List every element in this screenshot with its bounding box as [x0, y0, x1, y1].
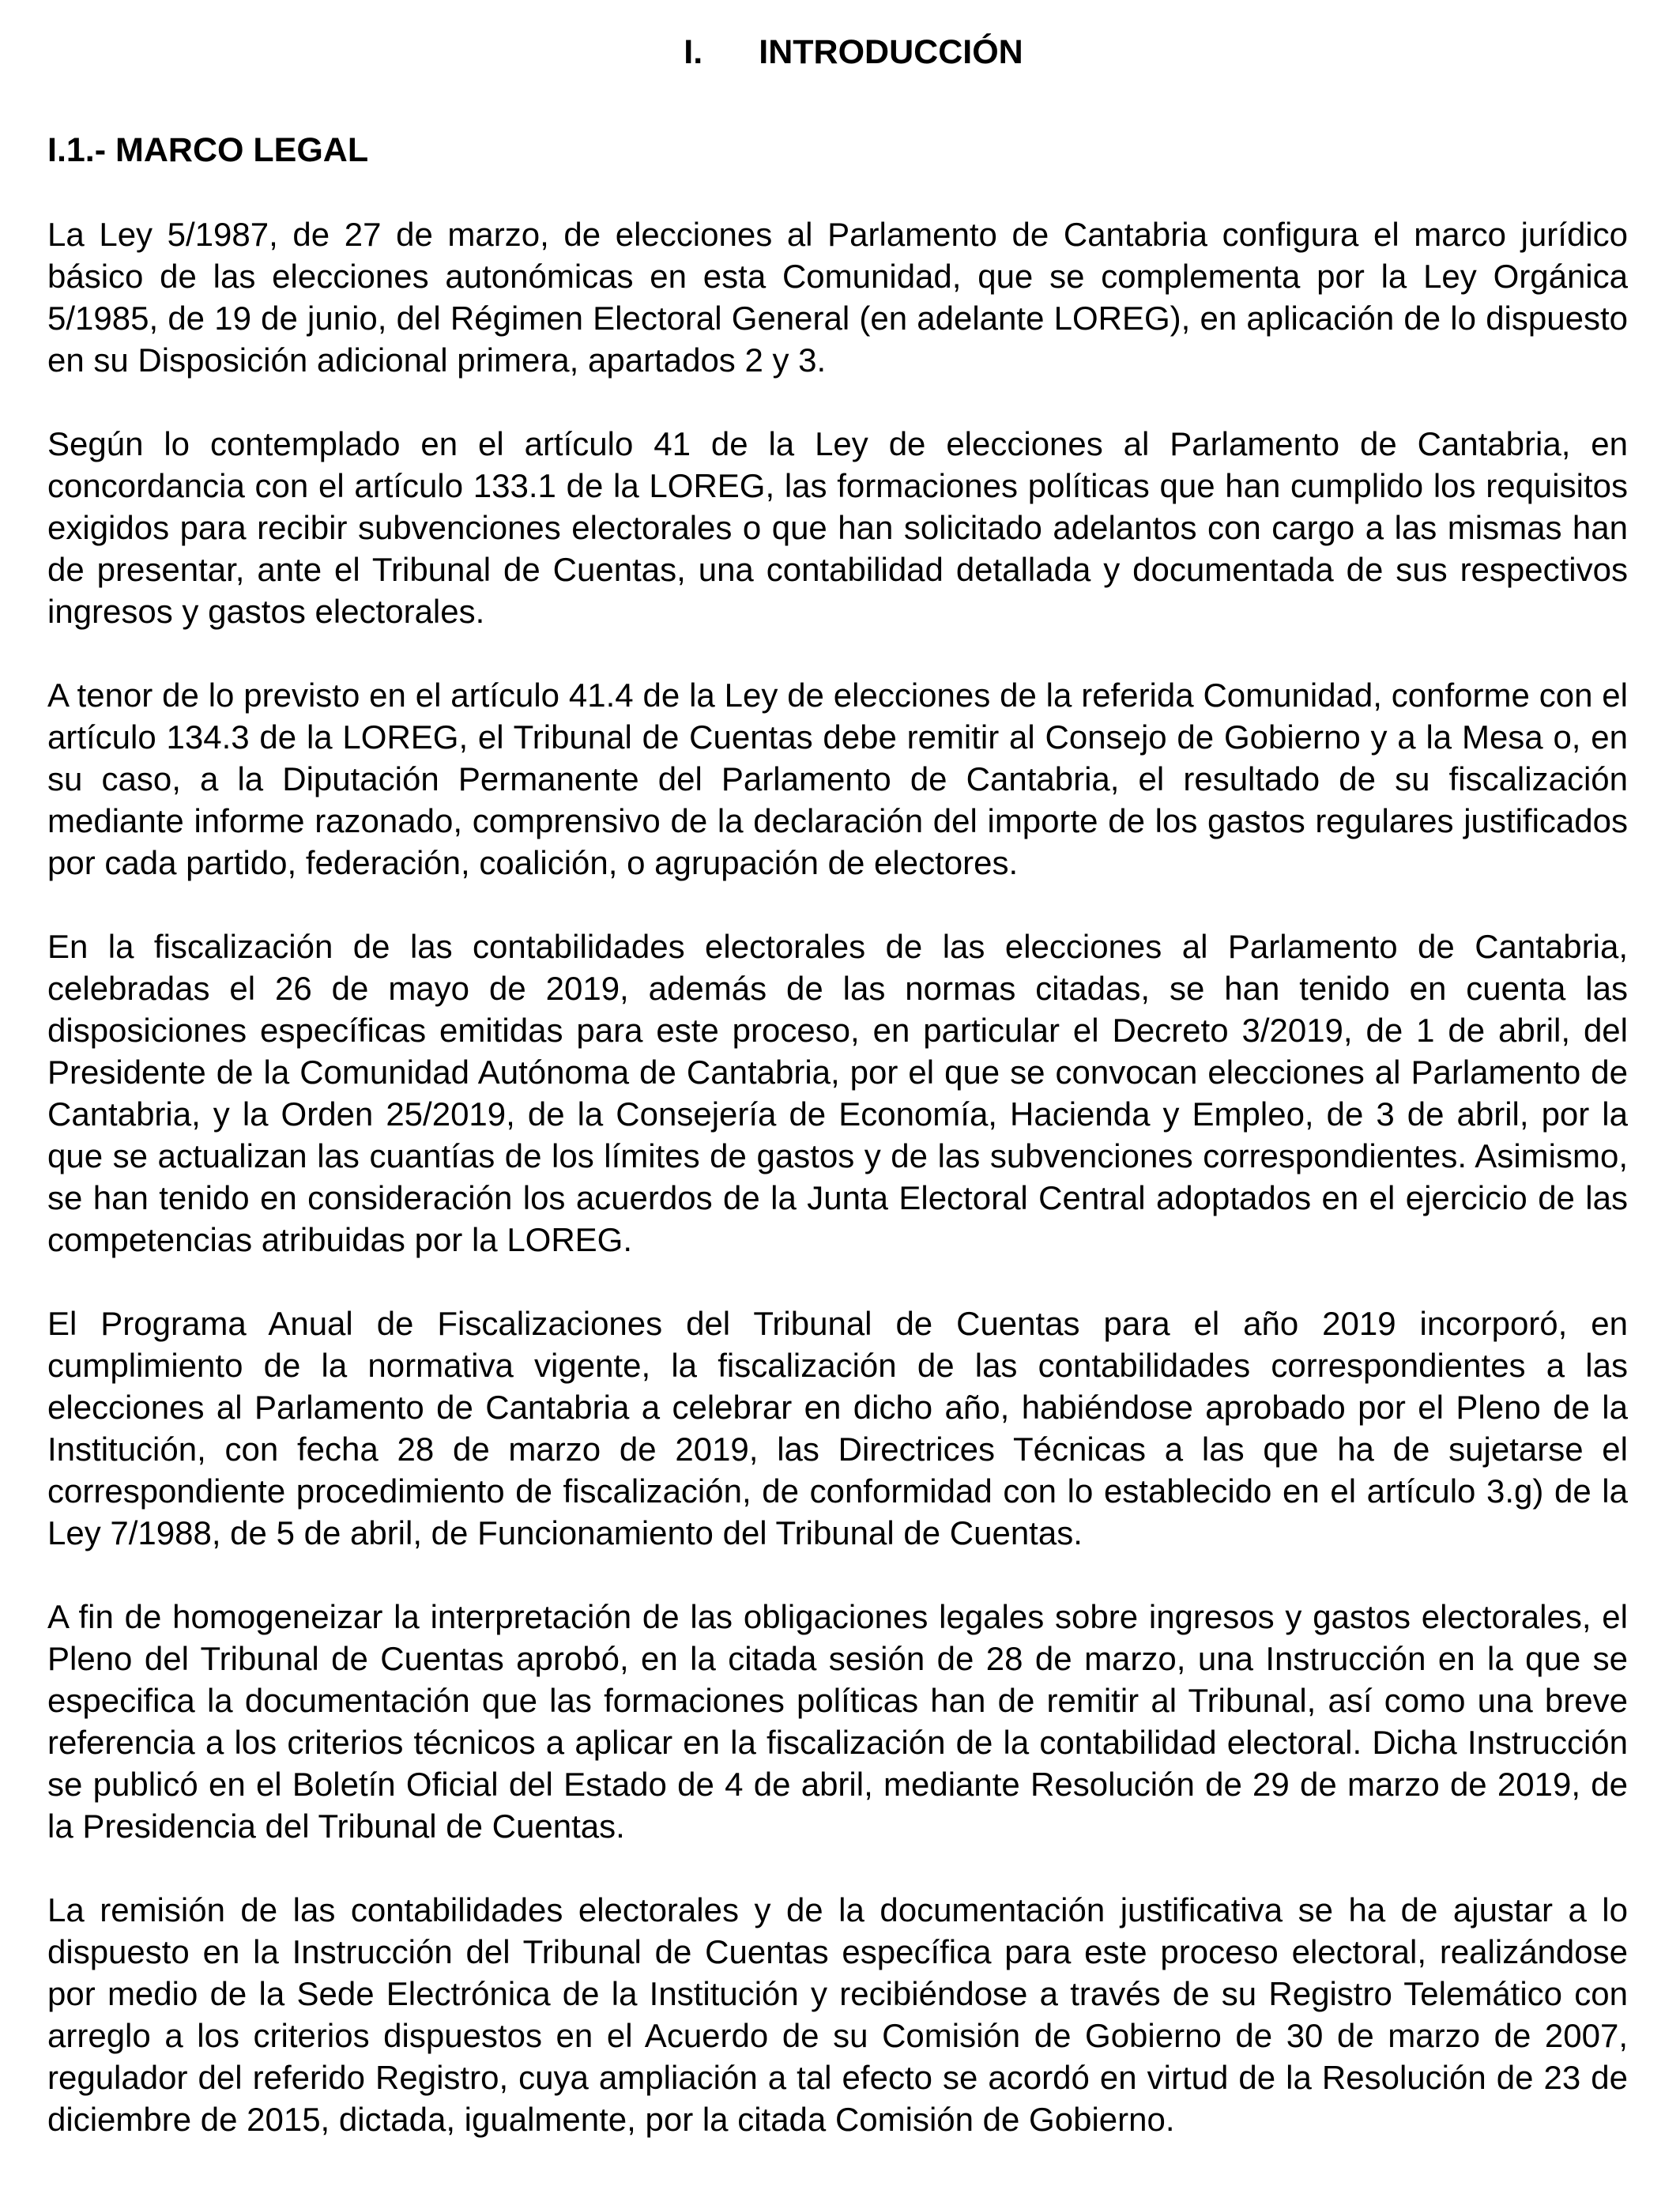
paragraph-5: El Programa Anual de Fiscalizaciones del Tribunal de Cuentas para el año 2019 incorporó, en cumplimiento de la normativa vigente, la fiscalización de las contabilidades correspondientes a las elecciones al Parlamento de Cantabria a celebrar en dicho año, habiéndose aprobado por el Pleno de la Institución, con fecha 28 de marzo de 2019, las Directrices Técnicas a las que ha de sujetarse el correspondiente procedimiento de fiscalización, de conformidad con lo establecido en el artículo 3.g) de la Ley 7/1988, de 5 de abril, de Funcionamiento del Tribunal de Cuentas.	[47, 1305, 1628, 1551]
chapter-title: INTRODUCCIÓN	[759, 33, 1023, 71]
chapter-heading	[47, 32, 1628, 74]
document-page	[47, 32, 1628, 2140]
paragraph-3: A tenor de lo previsto en el artículo 41.4 de la Ley de elecciones de la referida Comunidad, conforme con el artículo 134.3 de la LOREG, el Tribunal de Cuentas debe remitir al Consejo de Gobierno y a la Mesa o, en su caso, a la Diputación Permanente del Parlamento de Cantabria, el resultado de su fiscalización mediante informe razonado, comprensivo de la declaración del importe de los gastos regulares justificados por cada partido, federación, coalición, o agrupación de electores.	[47, 677, 1628, 881]
paragraph-4: En la fiscalización de las contabilidades electorales de las elecciones al Parlamento de Cantabria, celebradas el 26 de mayo de 2019, además de las normas citadas, se han tenido en cuenta las disposiciones específicas emitidas para este proceso, en particular el Decreto 3/2019, de 1 de abril, del Presidente de la Comunidad Autónoma de Cantabria, por el que se convocan elecciones al Parlamento de Cantabria, y la Orden 25/2019, de la Consejería de Economía, Hacienda y Empleo, de 3 de abril, por la que se actualizan las cuantías de los límites de gastos y de las subvenciones correspondientes. Asimismo, se han tenido en consideración los acuerdos de la Junta Electoral Central adoptados en el ejercicio de las competencias atribuidas por la LOREG.	[47, 928, 1628, 1258]
paragraph-7: La remisión de las contabilidades electorales y de la documentación justificativa se ha de ajustar a lo dispuesto en la Instrucción del Tribunal de Cuentas específica para este proceso electoral, realizándose por medio de la Sede Electrónica de la Institución y recibiéndose a través de su Registro Telemático con arreglo a los criterios dispuestos en el Acuerdo de su Comisión de Gobierno de 30 de marzo de 2007, regulador del referido Registro, cuya ampliación a tal efecto se acordó en virtud de la Resolución de 23 de diciembre de 2015, dictada, igualmente, por la citada Comisión de Gobierno.	[47, 1891, 1628, 2138]
paragraph-6: A fin de homogeneizar la interpretación de las obligaciones legales sobre ingresos y gastos electorales, el Pleno del Tribunal de Cuentas aprobó, en la citada sesión de 28 de marzo, una Instrucción en la que se especifica la documentación que las formaciones políticas han de remitir al Tribunal, así como una breve referencia a los criterios técnicos a aplicar en la fiscalización de la contabilidad electoral. Dicha Instrucción se publicó en el Boletín Oficial del Estado de 4 de abril, mediante Resolución de 29 de marzo de 2019, de la Presidencia del Tribunal de Cuentas.	[47, 1598, 1628, 1845]
section-heading: I.1.- MARCO LEGAL	[47, 131, 369, 169]
paragraph-2: Según lo contemplado en el artículo 41 de la Ley de elecciones al Parlamento de Cantabria, en concordancia con el artículo 133.1 de la LOREG, las formaciones políticas que han cumplido los requisitos exigidos para recibir subvenciones electorales o que han solicitado adelantos con cargo a las mismas han de presentar, ante el Tribunal de Cuentas, una contabilidad detallada y documentada de sus respectivos ingresos y gastos electorales.	[47, 425, 1628, 630]
chapter-number: I.	[684, 33, 703, 71]
paragraph-1: La Ley 5/1987, de 27 de marzo, de elecciones al Parlamento de Cantabria configura el marco jurídico básico de las elecciones autonómicas en esta Comunidad, que se complementa por la Ley Orgánica 5/1985, de 19 de junio, del Régimen Electoral General (en adelante LOREG), en aplicación de lo dispuesto en su Disposición adicional primera, apartados 2 y 3.	[47, 216, 1628, 379]
